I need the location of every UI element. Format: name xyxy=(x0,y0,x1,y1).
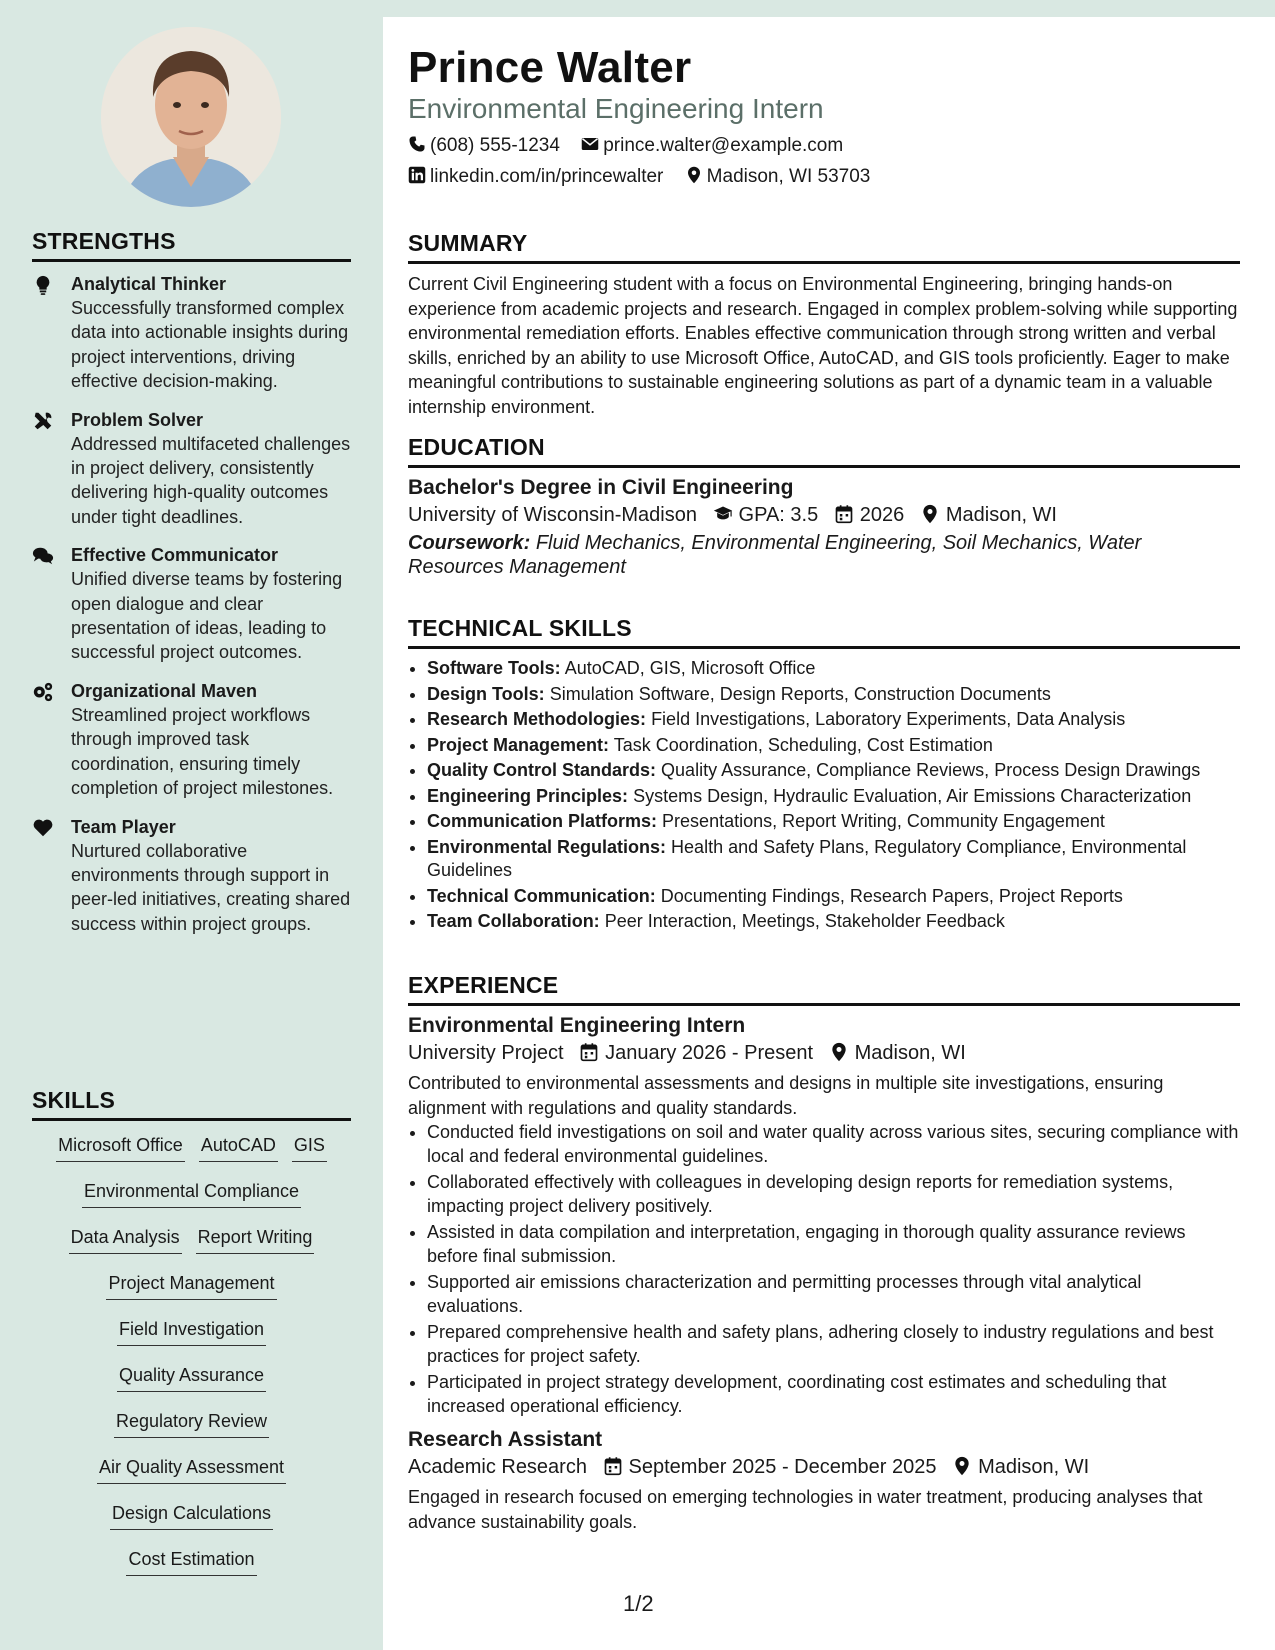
skill-tag: Air Quality Assessment xyxy=(97,1453,286,1484)
list-item xyxy=(427,734,1240,758)
skill-tag: Project Management xyxy=(106,1269,276,1300)
skill-values: Systems Design, Hydraulic Evaluation, Air Emissions Characterization xyxy=(633,785,1192,806)
strength-name: Problem Solver xyxy=(71,409,204,430)
strength-item xyxy=(32,679,351,801)
phone-icon xyxy=(408,135,426,153)
strength-desc: Nurtured collaborative environments through support in peer-led initiatives, creating shared success within project groups. xyxy=(71,840,351,934)
strength-item xyxy=(32,272,351,394)
skill-values: Presentations, Report Writing, Community Engagement xyxy=(662,811,1105,831)
coursework-label: Coursework: xyxy=(408,532,531,554)
main-content xyxy=(383,17,1275,1650)
list-item: • Conducted field investigations on soil and water quality across various sites, securing compliance with local and federal environmental guidelines. xyxy=(427,1120,1240,1168)
experience-title: EXPERIENCE xyxy=(408,972,1240,1006)
location-text: Madison, WI 53703 xyxy=(706,166,871,187)
degree-title: Bachelor's Degree in Civil Engineering xyxy=(408,476,794,499)
job-bullets xyxy=(408,1120,1240,1418)
list-item xyxy=(427,885,1240,909)
strength-item xyxy=(32,408,351,530)
job-summary: Engaged in research focused on emerging technologies in water treatment, producing analyses that advance sustainability goals. xyxy=(408,1487,1203,1532)
skill-category: Technical Communication: xyxy=(427,885,656,906)
page-number: 1/2 xyxy=(623,1591,654,1616)
skill-tag: Environmental Compliance xyxy=(82,1177,301,1208)
job-meta xyxy=(408,1456,1240,1479)
skill-tag: AutoCAD xyxy=(199,1131,278,1162)
strength-desc: Streamlined project workflows through improved task coordination, ensuring timely completion of project milestones. xyxy=(71,704,334,799)
avatar xyxy=(101,27,281,207)
job-summary: Contributed to environmental assessments and designs in multiple site investigations, ensuring alignment with regulations and quality standards. xyxy=(408,1073,1164,1118)
skill-category: Design Tools: xyxy=(427,683,545,704)
contact-line-2 xyxy=(408,166,886,188)
linkedin-item[interactable] xyxy=(408,166,663,187)
skill-category: Engineering Principles: xyxy=(427,785,629,806)
skill-category: Project Management: xyxy=(427,734,610,755)
list-item xyxy=(427,785,1240,809)
skill-tag: Data Analysis xyxy=(69,1223,182,1254)
strength-desc: Successfully transformed complex data into actionable insights during project interventions, driving effective decision-making. xyxy=(71,298,349,392)
skill-values: Documenting Findings, Research Papers, Project Reports xyxy=(660,885,1123,906)
skill-category: Communication Platforms: xyxy=(427,811,658,831)
list-item: • Prepared comprehensive health and safety plans, adhering closely to industry regulations and best practices for project safety. xyxy=(427,1320,1240,1368)
candidate-role: Environmental Engineering Intern xyxy=(408,93,824,124)
job-dates: September 2025 - December 2025 xyxy=(628,1456,937,1478)
list-item xyxy=(427,810,1240,834)
job-org: University Project xyxy=(408,1042,564,1064)
skill-tag: GIS xyxy=(292,1131,327,1162)
strength-name: Analytical Thinker xyxy=(71,274,227,294)
strength-item xyxy=(32,815,351,937)
skill-values: Simulation Software, Design Reports, Construction Documents xyxy=(549,683,1051,704)
school-location: Madison, WI xyxy=(945,504,1057,526)
skill-values: Task Coordination, Scheduling, Cost Estimation xyxy=(613,734,993,755)
list-item xyxy=(427,910,1240,934)
strengths-title: STRENGTHS xyxy=(32,228,351,262)
skill-tag: Design Calculations xyxy=(110,1499,273,1530)
strength-desc: Unified diverse teams by fostering open dialogue and clear presentation of ideas, leading to successful project outcomes. xyxy=(71,569,343,663)
job-entry xyxy=(408,1014,1240,1418)
skill-tag: Quality Assurance xyxy=(117,1361,266,1392)
education-title: EDUCATION xyxy=(408,434,1240,468)
technical-skills-list xyxy=(408,657,1240,934)
education-section xyxy=(408,434,1240,579)
job-entry xyxy=(408,1428,1240,1534)
education-meta xyxy=(408,504,1240,527)
linkedin-icon xyxy=(408,166,426,184)
contact-line-1 xyxy=(408,135,859,157)
linkedin-link[interactable]: linkedin.com/in/princewalter xyxy=(430,166,664,187)
list-item xyxy=(427,759,1240,783)
job-org: Academic Research xyxy=(408,1456,587,1478)
list-item: • Supported air emissions characterization and permitting processes through vital analytical evaluations. xyxy=(427,1270,1240,1318)
job-location: Madison, WI xyxy=(978,1456,1090,1478)
skills-cloud xyxy=(32,1131,351,1576)
graduation-cap-icon xyxy=(713,504,733,524)
summary-section xyxy=(408,230,1240,419)
list-item xyxy=(427,836,1240,883)
list-item: • Collaborated effectively with colleagues in developing design reports for remediation systems, impacting project delivery positively. xyxy=(427,1170,1240,1218)
strength-name: Team Player xyxy=(71,816,176,837)
comments-icon xyxy=(32,545,54,567)
skill-values: AutoCAD, GIS, Microsoft Office xyxy=(564,658,816,678)
skill-category: Software Tools: xyxy=(427,658,561,678)
technical-skills-section xyxy=(408,615,1240,936)
job-meta xyxy=(408,1042,1240,1065)
map-marker-icon xyxy=(685,166,703,184)
strength-desc: Addressed multifaceted challenges in project delivery, consistently delivering high-quality outcomes under tight deadlines. xyxy=(71,433,351,527)
phone-item xyxy=(408,135,560,156)
envelope-icon xyxy=(581,135,599,153)
calendar-icon xyxy=(579,1042,599,1062)
skills-section xyxy=(32,1087,351,1591)
skills-title: SKILLS xyxy=(32,1087,351,1121)
candidate-name: Prince Walter xyxy=(408,43,692,92)
skill-tag: Microsoft Office xyxy=(56,1131,185,1162)
skill-tag: Field Investigation xyxy=(117,1315,266,1346)
email-item[interactable] xyxy=(581,135,843,156)
map-marker-icon xyxy=(952,1456,972,1476)
map-marker-icon xyxy=(829,1042,849,1062)
skill-tag: Regulatory Review xyxy=(114,1407,269,1438)
strengths-section xyxy=(32,228,351,950)
list-item xyxy=(427,683,1240,707)
list-item: • Assisted in data compilation and interpretation, engaging in thorough quality assurance reviews before final submission. xyxy=(427,1220,1240,1268)
summary-title: SUMMARY xyxy=(408,230,1240,264)
job-dates: January 2026 - Present xyxy=(605,1042,814,1064)
skill-category: Team Collaboration: xyxy=(427,911,600,931)
experience-section xyxy=(408,972,1240,1534)
gears-icon xyxy=(32,681,54,703)
skill-category: Quality Control Standards: xyxy=(427,760,657,780)
coursework-text: Fluid Mechanics, Environmental Engineering, Soil Mechanics, Water Resources Management xyxy=(408,532,1142,578)
graduation-year: 2026 xyxy=(859,504,905,526)
skill-category: Environmental Regulations: xyxy=(427,836,667,857)
skill-category: Research Methodologies: xyxy=(427,709,647,729)
school-name: University of Wisconsin-Madison xyxy=(408,504,697,526)
skill-tag: Report Writing xyxy=(196,1223,315,1254)
strength-name: Organizational Maven xyxy=(71,680,258,701)
lightbulb-icon xyxy=(32,274,54,296)
technical-skills-title: TECHNICAL SKILLS xyxy=(408,615,1240,649)
coursework xyxy=(408,531,1240,579)
job-title: Research Assistant xyxy=(408,1428,603,1451)
sidebar xyxy=(0,0,383,1650)
list-item: • Participated in project strategy development, coordinating cost estimates and scheduling that increased operational efficiency. xyxy=(427,1370,1240,1418)
map-marker-icon xyxy=(920,504,940,524)
calendar-icon xyxy=(603,1456,623,1476)
skill-tag: Cost Estimation xyxy=(126,1545,256,1576)
heart-icon xyxy=(32,817,54,839)
skill-values: Health and Safety Plans, Regulatory Compliance, Environmental Guidelines xyxy=(427,836,1187,880)
list-item xyxy=(427,708,1240,732)
list-item xyxy=(427,657,1240,681)
strength-item xyxy=(32,543,351,665)
phone-text: (608) 555-1234 xyxy=(430,135,560,156)
summary-text: Current Civil Engineering student with a focus on Environmental Engineering, bringing hands-on experience from academic projects and research. Engaged in complex problem-solving while supporting environmental remediation efforts. Enables effective communication through strong written and verbal skills, enriched by an ability to use Microsoft Office, AutoCAD, and GIS tools proficiently. Eager to make meaningful contributions to sustainable engineering solutions as part of a dynamic team in a valuable internship environment. xyxy=(408,274,1238,417)
job-location: Madison, WI xyxy=(854,1042,966,1064)
calendar-icon xyxy=(834,504,854,524)
skill-values: Quality Assurance, Compliance Reviews, Process Design Drawings xyxy=(661,760,1201,780)
location-item xyxy=(685,166,871,187)
email-link[interactable]: prince.walter@example.com xyxy=(603,135,844,156)
job-title: Environmental Engineering Intern xyxy=(408,1014,746,1037)
strength-name: Effective Communicator xyxy=(71,545,279,566)
tools-icon xyxy=(32,410,54,432)
gpa-text: GPA: 3.5 xyxy=(738,504,819,526)
skill-values: Field Investigations, Laboratory Experiments, Data Analysis xyxy=(651,709,1126,729)
skill-values: Peer Interaction, Meetings, Stakeholder Feedback xyxy=(604,911,1005,931)
